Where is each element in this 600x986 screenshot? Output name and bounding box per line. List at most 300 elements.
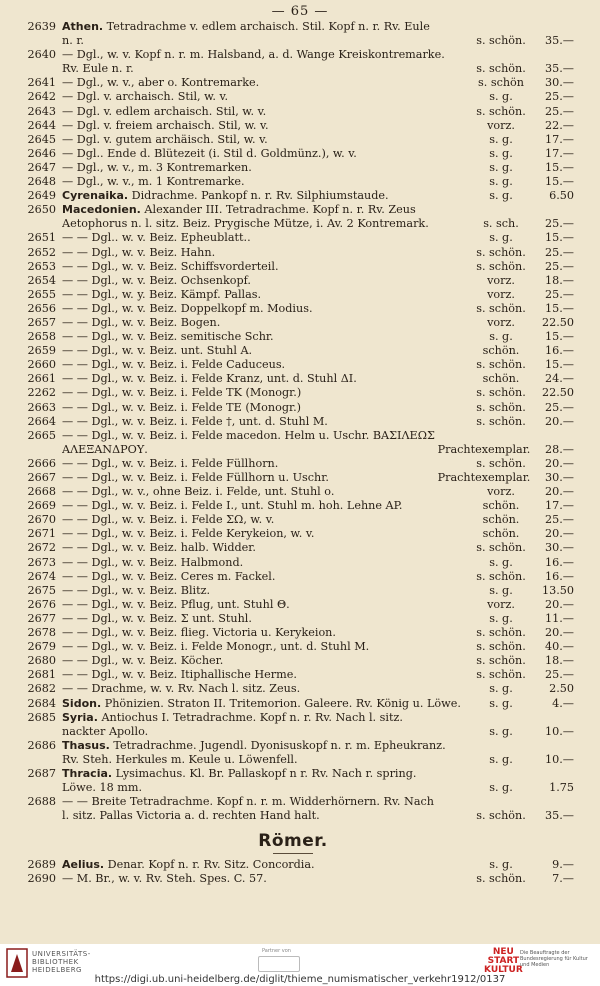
price: 10.— [545, 752, 574, 766]
region-name: Sidon. [62, 696, 102, 710]
condition: s. schön. [476, 668, 526, 682]
description-text: l. sitz. Pallas Victoria a. d. rechten Hand halt. [62, 809, 320, 823]
description-text: — — Drachme, w. v. Rv. Nach l. sitz. Zeus. [62, 682, 301, 696]
entry-line [62, 217, 574, 231]
lot-number: 2643 [27, 104, 56, 118]
entry-body [62, 697, 574, 711]
page-number: — 65 — [271, 4, 329, 19]
price: 30.— [545, 471, 574, 484]
price: 15.— [545, 160, 574, 174]
condition: schön. [482, 372, 520, 386]
condition: vorz. [487, 315, 515, 329]
price: 18.— [545, 273, 574, 287]
footer-bar [0, 944, 600, 986]
description [62, 858, 470, 872]
description-text: Tetradrachme v. edlem archaisch. Stil. Kopf n. r. Rv. Eule [103, 20, 430, 33]
condition: s. schön. [476, 245, 526, 259]
catalog-entry [12, 471, 574, 485]
description-text: — Dgl., w. v., m. 3 Kontremarken. [62, 160, 252, 174]
condition: s. sch. [483, 217, 519, 231]
lot-number: 2690 [27, 872, 56, 886]
condition: s. g. [489, 175, 513, 189]
price: 16.— [545, 344, 574, 358]
entry-body [62, 401, 574, 415]
description [62, 330, 470, 344]
description [62, 217, 470, 231]
catalog-listing [12, 20, 574, 887]
description-text: — — Dgl., w. v. Beiz. i. Felde †, unt. d. Stuhl M. [62, 414, 328, 428]
entry-line [62, 260, 574, 274]
lot-number: 2678 [27, 626, 56, 640]
description [62, 753, 470, 767]
description [62, 654, 470, 668]
entry-body [62, 76, 574, 90]
lot-number: 2652 [27, 245, 56, 259]
catalog-entry [12, 316, 574, 330]
catalog-entry [12, 90, 574, 104]
lot-number: 2644 [27, 118, 56, 132]
entry-body [62, 570, 574, 584]
catalog-entry [12, 203, 574, 231]
condition: s. schön [477, 76, 524, 90]
entry-line [62, 203, 574, 217]
condition: schön. [482, 344, 520, 358]
entry-line [62, 527, 574, 541]
description [62, 697, 470, 711]
description-text: — Dgl. v. archaisch. Stil, w. v. [62, 90, 229, 104]
catalog-entry [12, 598, 574, 612]
entry-line [62, 457, 574, 471]
condition: s. g. [489, 231, 513, 245]
description [62, 302, 470, 316]
description-text: — — Dgl., w. v. Beiz. i. Felde Kerykeion, w. v. [62, 527, 315, 541]
entry-body [62, 175, 574, 189]
lot-number: 2649 [27, 189, 56, 203]
description-text: — — Dgl.. w. v. Beiz. Epheublatt.. [62, 231, 251, 245]
condition: s. g. [489, 696, 513, 710]
description-text: — — Dgl., w. v. Beiz. i. Felde Kranz, unt. d. Stuhl ΔI. [62, 372, 357, 386]
catalog-entry [12, 401, 574, 415]
description [62, 711, 574, 725]
entry-line [62, 330, 574, 344]
price: 28.— [545, 442, 574, 456]
description-text: — — Dgl., w. v. Beiz. Köcher. [62, 654, 224, 668]
description-text: — — Dgl., w. v. Beiz. Halbmond. [62, 555, 244, 569]
condition: Prachtexemplar. [437, 442, 531, 456]
lot-number: 2648 [27, 175, 56, 189]
entry-body [62, 358, 574, 372]
entry-body [62, 767, 574, 795]
entry-line [62, 344, 574, 358]
entry-body [62, 344, 574, 358]
price: 40.— [545, 640, 574, 654]
lot-number: 2655 [27, 287, 56, 301]
price: 20.— [545, 456, 574, 470]
description-text: — — Dgl., w. v. Beiz. Doppelkopf m. Modius. [62, 301, 313, 315]
lot-number: 2675 [27, 583, 56, 597]
entry-body [62, 527, 574, 541]
condition: s. g. [489, 330, 513, 344]
catalog-entry [12, 541, 574, 555]
lot-number: 2651 [27, 231, 56, 245]
price: 16.— [545, 555, 574, 569]
lot-number: 2639 [27, 20, 56, 33]
description [62, 231, 470, 245]
catalog-entry [12, 654, 574, 668]
entry-line [62, 541, 574, 555]
description [62, 781, 470, 795]
neustart-kultur-logo [484, 948, 523, 975]
price: 15.— [545, 330, 574, 344]
entry-body [62, 161, 574, 175]
lot-number: 2660 [27, 358, 56, 372]
catalog-entry [12, 48, 574, 76]
description-text: — — Dgl., w. v. Beiz. Ochsenkopf. [62, 273, 251, 287]
price: 20.— [545, 485, 574, 499]
entry-line [62, 189, 574, 203]
lot-number: 2663 [27, 400, 56, 414]
lot-number: 2656 [27, 301, 56, 315]
entry-body [62, 48, 574, 76]
description-text: — Dgl., w. v. Kopf n. r. m. Halsband, a. d. Wange Kreiskontremarke. [62, 48, 445, 62]
description-text: Löwe. 18 mm. [62, 781, 143, 795]
description-text: — — Dgl., w. v. Beiz. i. Felde Füllhorn u. Uschr. [62, 471, 329, 484]
lot-number: 2682 [27, 682, 56, 696]
description [62, 471, 436, 485]
description [62, 386, 470, 400]
description-text: — — Dgl., w. v. Beiz. Schiffsvorderteil. [62, 259, 279, 273]
condition: s. schön. [476, 872, 526, 886]
price: 25.— [545, 668, 574, 682]
entry-line [62, 119, 574, 133]
lot-number: 2671 [27, 527, 56, 541]
entry-line [62, 626, 574, 640]
description-text: — — Dgl., w. v. Beiz. i. Felde TK (Monogr.) [62, 386, 302, 400]
description-text: — — Breite Tetradrachme. Kopf n. r. m. Widderhörnern. Rv. Nach [62, 795, 434, 809]
entry-line [62, 499, 574, 513]
description-text: — — Dgl., w. v. Beiz. halb. Widder. [62, 541, 256, 555]
description-text: — — Dgl., w. v. Beiz. flieg. Victoria u. Kerykeion. [62, 626, 336, 640]
entry-line [62, 386, 574, 400]
price: 35.— [545, 809, 574, 823]
entry-line [62, 513, 574, 527]
entry-line [62, 739, 574, 753]
entry-body [62, 872, 574, 886]
entry-line [62, 90, 574, 104]
entry-line [62, 48, 574, 62]
condition: s. schön. [476, 62, 526, 76]
condition: s. g. [489, 724, 513, 738]
entry-line [62, 584, 574, 598]
description [62, 499, 470, 513]
description-text: — M. Br., w. v. Rv. Steh. Spes. C. 57. [62, 872, 267, 886]
lot-number: 2687 [27, 766, 56, 780]
entry-line [62, 471, 574, 485]
description-text: — — Dgl., w. v. Beiz. i. Felde ΣΩ, w. v. [62, 513, 275, 527]
condition: schön. [482, 513, 520, 527]
price: 16.— [545, 569, 574, 583]
lot-number: 2668 [27, 485, 56, 499]
neustart-line-2: START [487, 956, 520, 966]
catalog-entry [12, 682, 574, 696]
description-text: — — Dgl., w. v. Beiz. i. Felde TE (Monogr.) [62, 400, 302, 414]
condition: vorz. [487, 118, 515, 132]
condition: s. schön. [476, 626, 526, 640]
description [62, 105, 470, 119]
price: 9.— [552, 858, 574, 872]
condition: s. schön. [476, 456, 526, 470]
price: 35.— [545, 34, 574, 48]
description-text: — — Dgl., w. v. Beiz. i. Felde Monogr., unt. d. Stuhl M. [62, 640, 370, 654]
description-text: nackter Apollo. [62, 724, 149, 738]
entry-body [62, 246, 574, 260]
price: 11.— [545, 611, 574, 625]
condition: s. g. [489, 858, 513, 872]
description [62, 260, 470, 274]
price: 6.50 [549, 189, 574, 203]
entry-line [62, 288, 574, 302]
library-name-line-2: BIBLIOTHEK [32, 958, 79, 966]
description-text: — — Dgl., w. v. Beiz. Σ unt. Stuhl. [62, 611, 252, 625]
description-text: — — Dgl., w. v. Beiz. Bogen. [62, 315, 221, 329]
entry-body [62, 499, 574, 513]
catalog-entry [12, 372, 574, 386]
condition: s. g. [489, 752, 513, 766]
entry-line [62, 161, 574, 175]
description [62, 682, 470, 696]
description-text: — — Dgl., w. v. Beiz. Itiphallische Herme. [62, 668, 297, 682]
neustart-line-1: NEU [492, 947, 514, 957]
lot-number: 2688 [27, 795, 56, 809]
region-name: Cyrenaika. [62, 189, 129, 203]
description [62, 598, 470, 612]
catalog-entry [12, 457, 574, 471]
condition: s. g. [489, 146, 513, 160]
condition: vorz. [487, 597, 515, 611]
entry-body [62, 795, 574, 823]
catalog-entry [12, 189, 574, 203]
neustart-line-3: KULTUR [484, 965, 523, 975]
description-text: Tetradrachme. Jugendl. Dyonisuskopf n. r. m. Epheukranz. [109, 738, 446, 752]
description [62, 584, 470, 598]
entry-body [62, 386, 574, 400]
lot-number: 2681 [27, 668, 56, 682]
entry-line [62, 105, 574, 119]
lot-number: 2684 [27, 696, 56, 710]
entry-body [62, 640, 574, 654]
condition: s. g. [489, 682, 513, 696]
price: 7.— [552, 872, 574, 886]
description [62, 175, 470, 189]
lot-number: 2642 [27, 90, 56, 104]
description [62, 415, 470, 429]
entry-body [62, 274, 574, 288]
lot-number: 2653 [27, 259, 56, 273]
entry-line [62, 858, 574, 872]
condition: s. schön. [476, 259, 526, 273]
description-text: — Dgl. v. gutem archäisch. Stil, w. v. [62, 132, 268, 146]
description-text: — Dgl. v. freiem archaisch. Stil, w. v. [62, 118, 269, 132]
partner-logo-icon [258, 956, 300, 972]
catalog-entry [12, 858, 574, 872]
condition: schön. [482, 499, 520, 513]
library-name-line-3: HEIDELBERG [32, 966, 82, 974]
section-rule [273, 853, 313, 854]
condition: Prachtexemplar. [437, 471, 531, 484]
description [62, 203, 574, 217]
entry-body [62, 668, 574, 682]
price: 25.— [545, 513, 574, 527]
region-name: Syria. [62, 710, 98, 724]
catalog-entry [12, 119, 574, 133]
price: 17.— [545, 499, 574, 513]
lot-number: 2650 [27, 203, 56, 217]
entry-body [62, 415, 574, 429]
description [62, 541, 470, 555]
description-text: Alexander III. Tetradrachme. Kopf n. r. Rv. Zeus [140, 203, 416, 217]
price: 25.— [545, 259, 574, 273]
condition: vorz. [487, 287, 515, 301]
entry-line [62, 429, 574, 443]
description-text: — — Dgl., w. v. Beiz. Hahn. [62, 245, 216, 259]
catalog-entry [12, 739, 574, 767]
roman-entries [12, 858, 574, 886]
price: 22.50 [541, 315, 574, 329]
description [62, 626, 470, 640]
entry-body [62, 626, 574, 640]
description-text: — — Dgl., w. y. Beiz. Kämpf. Pallas. [62, 287, 262, 301]
lot-number: 2647 [27, 160, 56, 174]
description [62, 767, 574, 781]
catalog-entry [12, 570, 574, 584]
entry-line [62, 809, 574, 823]
price: 25.— [545, 400, 574, 414]
entry-body [62, 682, 574, 696]
price: 20.— [545, 626, 574, 640]
entry-line [62, 147, 574, 161]
entry-line [62, 795, 574, 809]
description [62, 429, 574, 443]
catalog-entry [12, 485, 574, 499]
entry-line [62, 612, 574, 626]
description [62, 119, 470, 133]
description-text: — — Dgl., w. v. Beiz. semitische Schr. [62, 330, 274, 344]
greek-entries [12, 20, 574, 823]
entry-line [62, 302, 574, 316]
entry-line [62, 415, 574, 429]
catalog-entry [12, 302, 574, 316]
catalog-entry [12, 527, 574, 541]
description-text: — — Dgl., w. v. Beiz. Ceres m. Fackel. [62, 569, 276, 583]
condition: s. schön. [476, 654, 526, 668]
entry-line [62, 711, 574, 725]
description [62, 133, 470, 147]
description [62, 513, 470, 527]
catalog-entry [12, 556, 574, 570]
description [62, 640, 470, 654]
catalog-entry [12, 133, 574, 147]
lot-number: 2689 [27, 858, 56, 872]
catalog-entry [12, 499, 574, 513]
condition: s. schön. [476, 809, 526, 823]
description [62, 372, 470, 386]
entry-body [62, 858, 574, 872]
lot-number: 2686 [27, 738, 56, 752]
description [62, 76, 470, 90]
lot-number: 2664 [27, 414, 56, 428]
catalog-entry [12, 872, 574, 886]
lot-number: 2685 [27, 710, 56, 724]
price: 18.— [545, 654, 574, 668]
entry-line [62, 20, 574, 34]
catalog-entry [12, 274, 574, 288]
source-url-link[interactable]: https://digi.ub.uni-heidelberg.de/diglit/thieme_numismatischer_verkehr1912/0137 [94, 974, 506, 985]
condition: s. g. [489, 555, 513, 569]
condition: s. g. [489, 189, 513, 203]
entry-body [62, 302, 574, 316]
price: 17.— [545, 132, 574, 146]
entry-body [62, 20, 574, 48]
price: 25.— [545, 245, 574, 259]
description-text: — Dgl.. Ende d. Blütezeit (i. Stil d. Goldmünz.), w. v. [62, 146, 357, 160]
catalog-entry [12, 612, 574, 626]
description-text: — — Dgl., w. v. Beiz. unt. Stuhl A. [62, 344, 253, 358]
description [62, 809, 470, 823]
entry-line [62, 274, 574, 288]
price: 25.— [545, 90, 574, 104]
lot-number: 2674 [27, 569, 56, 583]
description [62, 316, 470, 330]
entry-body [62, 541, 574, 555]
entry-body [62, 556, 574, 570]
condition: s. g. [489, 781, 513, 795]
entry-body [62, 471, 574, 485]
entry-line [62, 133, 574, 147]
catalog-entry [12, 668, 574, 682]
condition: s. schön. [476, 34, 526, 48]
description [62, 274, 470, 288]
condition: s. schön. [476, 301, 526, 315]
description-text: Didrachme. Pankopf n. r. Rv. Silphiumstaude. [128, 189, 389, 203]
catalog-entry [12, 147, 574, 161]
entry-body [62, 119, 574, 133]
entry-line [62, 76, 574, 90]
description [62, 358, 470, 372]
description-text: — — Dgl., w. v. Beiz. i. Felde Caduceus. [62, 358, 286, 372]
entry-body [62, 105, 574, 119]
entry-body [62, 288, 574, 302]
region-name: Thasus. [62, 738, 110, 752]
entry-line [62, 401, 574, 415]
lot-number: 2657 [27, 315, 56, 329]
condition: s. g. [489, 160, 513, 174]
entry-body [62, 316, 574, 330]
entry-body [62, 189, 574, 203]
description [62, 189, 470, 203]
price: 25.— [545, 217, 574, 231]
description [62, 161, 470, 175]
catalog-entry [12, 344, 574, 358]
description [62, 288, 470, 302]
description [62, 457, 470, 471]
entry-body [62, 711, 574, 739]
condition: schön. [482, 527, 520, 541]
catalog-entry [12, 697, 574, 711]
price: 25.— [545, 287, 574, 301]
lot-number: 2640 [27, 48, 56, 62]
description [62, 62, 470, 76]
entry-line [62, 556, 574, 570]
